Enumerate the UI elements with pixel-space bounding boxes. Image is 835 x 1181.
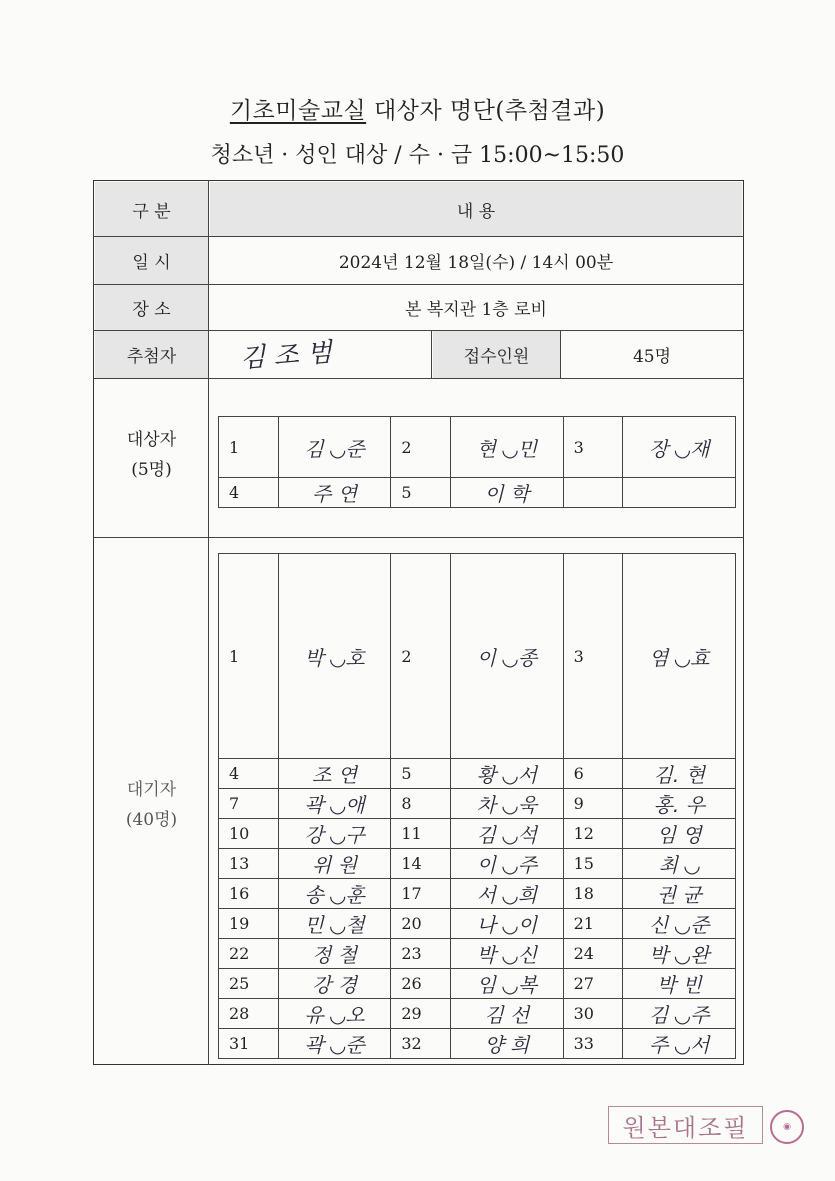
entry-number: 7 <box>219 789 279 819</box>
selected-title: 대상자 <box>126 430 177 450</box>
entry-number: 1 <box>219 554 279 759</box>
entry-name: 박 빈 <box>623 969 736 999</box>
entry-name: 김 ◡석 <box>451 819 564 849</box>
entry-name: 김 ◡준 <box>278 417 391 478</box>
entry-number: 27 <box>563 969 623 999</box>
table-row <box>219 969 736 999</box>
entry-name: 김 선 <box>451 999 564 1029</box>
entry-number: 11 <box>391 819 451 849</box>
table-row <box>219 1029 736 1059</box>
entry-number: 4 <box>219 478 279 508</box>
entry-number: 24 <box>563 939 623 969</box>
entry-name: 위 원 <box>278 849 391 879</box>
table-row <box>219 789 736 819</box>
header-label: 구 분 <box>132 201 171 222</box>
waitlist-grid <box>218 553 736 1059</box>
entry-name: 나 ◡이 <box>451 909 564 939</box>
entry-name: 곽 ◡애 <box>278 789 391 819</box>
title-rest: 대상자 명단(추첨결과) <box>366 98 606 124</box>
table-row <box>219 554 736 759</box>
entry-number: 29 <box>391 999 451 1029</box>
entry-name: 강 ◡구 <box>278 819 391 849</box>
entry-name: 송 ◡훈 <box>278 879 391 909</box>
entry-name: 장 ◡재 <box>623 417 736 478</box>
entry-name: 이 ◡종 <box>451 554 564 759</box>
entry-number: 2 <box>391 554 451 759</box>
waitlist-title: 대기자 <box>126 780 177 800</box>
entry-number: 20 <box>391 909 451 939</box>
column-divider <box>431 330 432 378</box>
table-row <box>219 999 736 1029</box>
drawer-signature: 김 조 범 <box>239 337 333 375</box>
waitlist-count: (40명) <box>125 810 178 830</box>
drawer-label: 추첨자 <box>126 347 177 367</box>
entry-name: 임 ◡복 <box>451 969 564 999</box>
entry-name: 주 ◡서 <box>623 1029 736 1059</box>
entry-number: 5 <box>391 759 451 789</box>
entry-number: 22 <box>219 939 279 969</box>
table-row <box>219 879 736 909</box>
entry-number: 25 <box>219 969 279 999</box>
table-row <box>219 759 736 789</box>
entry-name: 강 경 <box>278 969 391 999</box>
entry-name: 황 ◡서 <box>451 759 564 789</box>
selected-grid <box>218 416 736 508</box>
waitlist-label <box>95 770 208 840</box>
entry-name: 박 ◡호 <box>278 554 391 759</box>
title-program: 기초미술교실 <box>229 98 367 124</box>
column-divider <box>560 330 561 378</box>
page-title <box>0 92 835 125</box>
entry-name: 이 ◡주 <box>451 849 564 879</box>
column-divider <box>208 180 209 1065</box>
entry-name: 현 ◡민 <box>451 417 564 478</box>
entry-name: 박 ◡신 <box>451 939 564 969</box>
place-label: 장 소 <box>132 300 171 320</box>
table-row <box>219 849 736 879</box>
date-label: 일 시 <box>132 253 171 273</box>
table-row <box>219 478 736 508</box>
date-value: 2024년 12월 18일(수) / 14시 00분 <box>338 253 614 273</box>
entry-name: 염 ◡효 <box>623 554 736 759</box>
entry-name: 김 ◡주 <box>623 999 736 1029</box>
row-divider <box>93 378 744 379</box>
entry-name: 정 철 <box>278 939 391 969</box>
entry-number: 6 <box>563 759 623 789</box>
entry-number: 16 <box>219 879 279 909</box>
entry-number: 32 <box>391 1029 451 1059</box>
table-row <box>219 417 736 478</box>
entry-number: 17 <box>391 879 451 909</box>
entry-number: 26 <box>391 969 451 999</box>
header-content: 내 용 <box>456 201 496 222</box>
entry-name: 김. 현 <box>623 759 736 789</box>
entry-name: 임 영 <box>623 819 736 849</box>
entry-name: 민 ◡철 <box>278 909 391 939</box>
entry-number: 1 <box>219 417 279 478</box>
entry-number: 12 <box>563 819 623 849</box>
entry-number: 4 <box>219 759 279 789</box>
certified-copy-stamp: 원본대조필 <box>608 1106 763 1144</box>
entry-name: 곽 ◡준 <box>278 1029 391 1059</box>
entry-name: 이 학 <box>451 478 564 508</box>
entry-number: 14 <box>391 849 451 879</box>
entry-name: 홍. 우 <box>623 789 736 819</box>
entry-number: 18 <box>563 879 623 909</box>
entry-name: 권 균 <box>623 879 736 909</box>
entry-number: 28 <box>219 999 279 1029</box>
entry-name: 서 ◡희 <box>451 879 564 909</box>
applicants-label: 접수인원 <box>463 347 530 367</box>
entry-number: 31 <box>219 1029 279 1059</box>
table-row <box>219 819 736 849</box>
entry-number: 10 <box>219 819 279 849</box>
entry-name: 조 연 <box>278 759 391 789</box>
entry-name: 양 희 <box>451 1029 564 1059</box>
entry-number: 3 <box>563 554 623 759</box>
entry-number: 2 <box>391 417 451 478</box>
entry-number: 8 <box>391 789 451 819</box>
entry-number: 13 <box>219 849 279 879</box>
entry-number: 15 <box>563 849 623 879</box>
applicants-value: 45명 <box>632 347 672 367</box>
entry-number: 19 <box>219 909 279 939</box>
selected-label <box>95 420 208 490</box>
seal-icon: ◉ <box>770 1110 804 1144</box>
page-subtitle: 청소년 · 성인 대상 / 수 · 금 15:00~15:50 <box>210 143 625 168</box>
entry-name: 신 ◡준 <box>623 909 736 939</box>
entry-number: 33 <box>563 1029 623 1059</box>
entry-number: 3 <box>563 417 623 478</box>
entry-number: 23 <box>391 939 451 969</box>
row-divider <box>93 537 744 538</box>
entry-name: 주 연 <box>278 478 391 508</box>
entry-number: 5 <box>391 478 451 508</box>
entry-name <box>623 478 736 508</box>
entry-name: 박 ◡완 <box>623 939 736 969</box>
entry-number: 21 <box>563 909 623 939</box>
place-value: 본 복지관 1층 로비 <box>405 300 547 320</box>
selected-count: (5명) <box>131 460 172 480</box>
entry-number: 30 <box>563 999 623 1029</box>
entry-number: 9 <box>563 789 623 819</box>
table-row <box>219 939 736 969</box>
table-row <box>219 909 736 939</box>
entry-name: 최 ◡ <box>623 849 736 879</box>
entry-name: 차 ◡욱 <box>451 789 564 819</box>
entry-name: 유 ◡오 <box>278 999 391 1029</box>
entry-number <box>563 478 623 508</box>
